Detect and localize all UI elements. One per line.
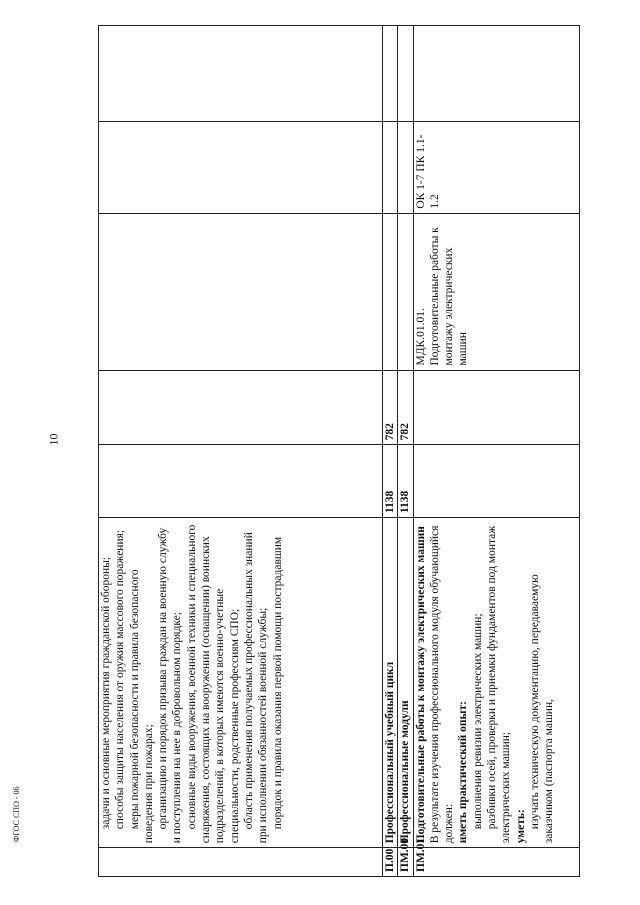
cell-mdk: [398, 213, 413, 370]
curriculum-table: [98, 25, 580, 877]
cell-required-load: [413, 370, 579, 445]
cell-name: Профессиональный учебный цикл: [383, 518, 398, 848]
cell-max-load: 1138: [398, 445, 413, 518]
cell-code: ПМ.01: [413, 848, 579, 877]
cell-content: [413, 518, 579, 848]
page-number: 10: [46, 433, 61, 446]
table-row-pm01: [413, 26, 579, 877]
table-row-pm00: [398, 26, 413, 877]
cell-extra: [99, 26, 383, 122]
content-line: задачи и основные мероприятия гражданской обороны;: [100, 556, 112, 830]
content-line: меры пожарной безопасности и правила безопасного поведения при пожарах;: [128, 569, 155, 844]
content-line: область применения получаемых профессиональных знаний при исполнении обязанностей военной службы;: [242, 532, 270, 844]
table-row-p00: [383, 26, 398, 877]
page-footer: ФГОС СПО - 06: [12, 786, 21, 842]
module-name: Подготовительные работы к монтажу электрических машин: [414, 526, 427, 844]
skills-heading: уметь:: [514, 809, 527, 844]
cell-code: ПМ.00: [398, 848, 413, 877]
practice-heading: иметь практический опыт:: [457, 701, 470, 844]
skills-item: изучать техническую документацию, передаваемую заказчиком (паспорта машин,: [528, 574, 556, 844]
cell-code: [99, 848, 383, 877]
cell-max-load: 1138: [383, 445, 398, 518]
practice-item: выполнения ревизии электрических машин;: [471, 613, 484, 830]
cell-code: П.00: [383, 848, 398, 877]
cell-content: [99, 518, 383, 848]
content-line: основные виды вооружения, военной техники и специального снаряжения, состоящих на вооружении (оснащении) воинских подразделений, в которых имеются военно-учетные специальности, родственные профессиям СПО;: [185, 524, 241, 844]
cell-competences: [398, 122, 413, 213]
cell-required-load: 782: [383, 370, 398, 445]
cell-mdk: [383, 213, 398, 370]
cell-max-load: [99, 445, 383, 518]
cell-max-load: [413, 445, 579, 518]
table-row-continuation: [99, 26, 383, 877]
practice-item: разбивки осей, проверки и приемки фундаментов под монтаж электрических машин;: [486, 525, 513, 844]
module-intro: В результате изучения профессионального модуля обучающийся должен:: [428, 525, 456, 844]
curriculum-table-rotated: [98, 25, 580, 877]
cell-name: Профессиональные модули: [398, 518, 413, 848]
content-line: организацию и порядок призыва граждан на военную службу и поступления на нее в добровольном порядке;: [157, 527, 184, 844]
cell-extra: [398, 26, 413, 122]
cell-extra: [413, 26, 579, 122]
cell-competences: ОК 1-7 ПК 1.1-1.2: [413, 122, 579, 213]
cell-required-load: [99, 370, 383, 445]
cell-extra: [383, 26, 398, 122]
cell-mdk: [99, 213, 383, 370]
cell-mdk: МДК.01.01. Подготовительные работы к монтажу электрических машин: [413, 213, 579, 370]
content-line: способы защиты населения от оружия массового поражения;: [114, 529, 127, 830]
cell-competences: [383, 122, 398, 213]
content-line: порядок и правила оказания первой помощи пострадавшим: [271, 536, 284, 830]
cell-competences: [99, 122, 383, 213]
cell-required-load: 782: [398, 370, 413, 445]
